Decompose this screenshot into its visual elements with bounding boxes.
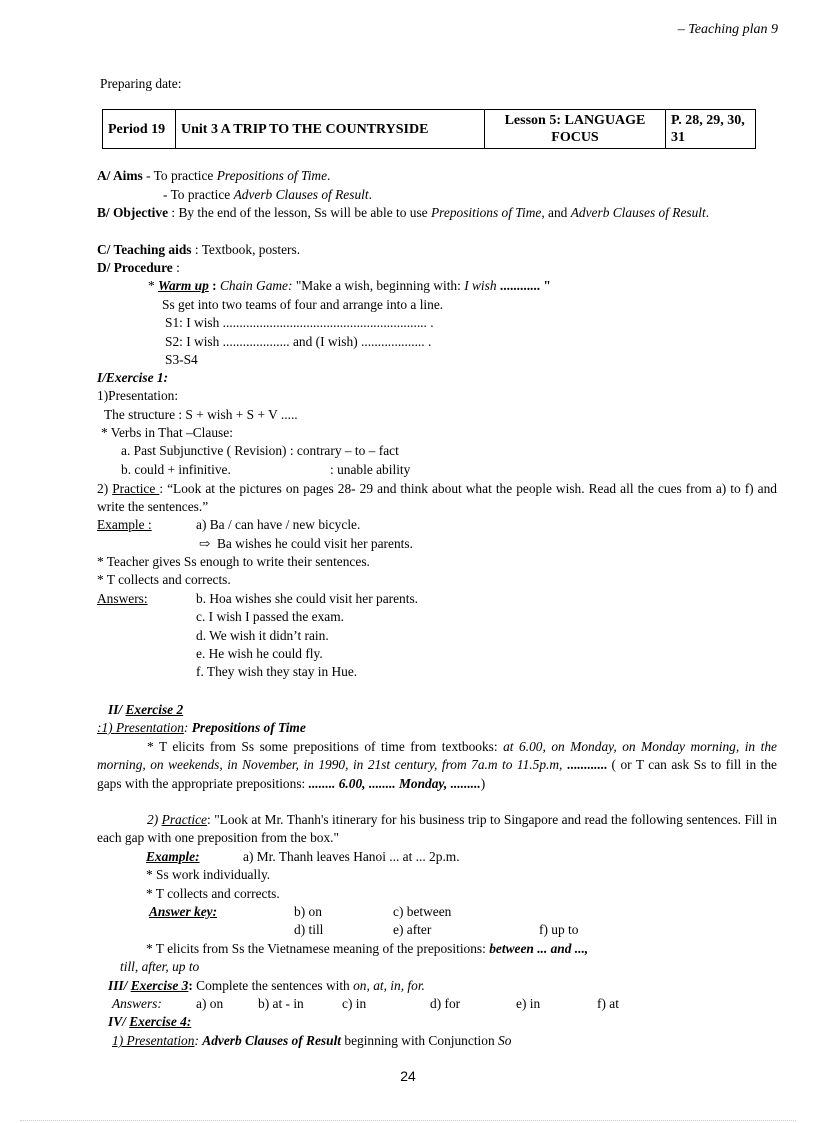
- exercise-3: III/ Exercise 3: Complete the sentences with on, at, in, for.: [108, 978, 425, 993]
- ex3-answers-label: Answers:: [112, 996, 162, 1011]
- ex2-example: Example: a) Mr. Thanh leaves Hanoi ... at ... 2p.m.: [146, 849, 460, 864]
- ex1-collects: * T collects and corrects.: [97, 572, 231, 587]
- list-item: c) in: [342, 996, 367, 1011]
- list-item: f) up to: [539, 922, 579, 937]
- table-row: [103, 110, 756, 149]
- list-item: f) at: [597, 996, 619, 1011]
- lesson-cell: Lesson 5: LANGUAGE FOCUS: [485, 110, 666, 149]
- ex2-elicit-paragraph: * T elicits from Ss some prepositions of time from textbooks: at 6.00, on Monday, on Monday morning, in the morning, on weekends, in November, in 1990, in 21st century, from 7a.m to 11.5p.m, ............ ( or T can ask Ss to fill in the gaps with the appropriate prepositions: ........ 6.00, ........ Monday, .........): [97, 739, 777, 791]
- ex1-structure: The structure : S + wish + S + V .....: [104, 407, 298, 422]
- ex1-presentation: 1)Presentation:: [97, 388, 179, 403]
- ex1-practice: 2) Practice : “Look at the pictures on pages 28- 29 and think about what the people wish. Read all the cues from a) to f) and write the sentences.”: [97, 481, 777, 515]
- unit-cell: Unit 3 A TRIP TO THE COUNTRYSIDE: [176, 110, 485, 149]
- ex1-item-a: a. Past Subjunctive ( Revision) : contrary – to – fact: [121, 443, 399, 458]
- ex1-example-answer: ⇨ Ba wishes he could visit her parents.: [199, 536, 413, 551]
- list-item: d. We wish it didn’t rain.: [196, 628, 329, 643]
- aims-label: A/ Aims: [97, 168, 143, 183]
- warmup-line: * Warm up : Chain Game: "Make a wish, beginning with: I wish ............ ": [148, 278, 551, 293]
- list-item: d) for: [430, 996, 461, 1011]
- period-cell: Period 19: [103, 110, 176, 149]
- ex2-elicit-meaning-cont: till, after, up to: [120, 959, 200, 974]
- lesson-info-table: [102, 109, 756, 149]
- ex1-answers-label: Answers:: [97, 591, 148, 606]
- aims-line-1: A/ Aims - To practice Prepositions of Time.: [97, 168, 331, 183]
- warmup-s3: S3-S4: [165, 352, 198, 367]
- list-item: e. He wish he could fly.: [196, 646, 323, 661]
- procedure-heading: D/ Procedure :: [97, 260, 180, 275]
- list-item: d) till: [294, 922, 324, 937]
- ex2-elicit-meaning: * T elicits from Ss the Vietnamese meaning of the prepositions: between ... and ...,: [146, 941, 589, 956]
- warmup-s1: S1: I wish ............................................................. .: [165, 315, 434, 330]
- ex2-individually: * Ss work individually.: [146, 867, 271, 882]
- list-item: c. I wish I passed the exam.: [196, 609, 344, 624]
- ex1-item-b: b. could + infinitive. : unable ability: [121, 462, 411, 477]
- list-item: e) in: [516, 996, 541, 1011]
- list-item: b) at - in: [258, 996, 304, 1011]
- preparing-date: Preparing date:: [100, 76, 182, 91]
- arrow-right-icon: ⇨: [199, 536, 211, 551]
- exercise-2-title: II/ Exercise 2: [108, 702, 184, 717]
- ex2-answer-key-label: Answer key:: [149, 904, 218, 919]
- list-item: b. Hoa wishes she could visit her parents.: [196, 591, 419, 606]
- page-number: 24: [400, 1068, 416, 1084]
- ex1-verbs: * Verbs in That –Clause:: [101, 425, 233, 440]
- warmup-teams: Ss get into two teams of four and arrange into a line.: [162, 297, 444, 312]
- list-item: f. They wish they stay in Hue.: [196, 664, 358, 679]
- ex2-practice: 2) Practice: "Look at Mr. Thanh's itinerary for his business trip to Singapore and read the following sentences. Fill in each gap with one preposition from the box.": [97, 812, 777, 846]
- pages-cell: P. 28, 29, 30, 31: [666, 110, 756, 149]
- exercise-1-title: I/Exercise 1:: [97, 370, 169, 385]
- list-item: e) after: [393, 922, 432, 937]
- list-item: a) on: [196, 996, 224, 1011]
- objective-paragraph: B/ Objective : By the end of the lesson, Ss will be able to use Prepositions of Time, and Adverb Clauses of Result.: [97, 205, 710, 220]
- ex2-presentation: :1) Presentation: Prepositions of Time: [97, 720, 306, 735]
- ex1-teacher-gives: * Teacher gives Ss enough to write their sentences.: [97, 554, 370, 569]
- aims-line-2: - To practice Adverb Clauses of Result.: [163, 187, 372, 202]
- ex2-collects: * T collects and corrects.: [146, 886, 280, 901]
- exercise-4-title: IV/ Exercise 4:: [108, 1014, 192, 1029]
- warmup-s2: S2: I wish .................... and (I wish) ................... .: [165, 334, 432, 349]
- ex1-example: Example : a) Ba / can have / new bicycle.: [97, 517, 361, 532]
- ex4-presentation: 1) Presentation: Adverb Clauses of Result beginning with Conjunction So: [112, 1033, 512, 1048]
- teaching-aids: C/ Teaching aids : Textbook, posters.: [97, 242, 301, 257]
- list-item: c) between: [393, 904, 452, 919]
- page-bottom-divider: [20, 1120, 796, 1121]
- list-item: b) on: [294, 904, 322, 919]
- page-header: – Teaching plan 9: [677, 22, 778, 37]
- warmup-label: Warm up: [158, 278, 209, 293]
